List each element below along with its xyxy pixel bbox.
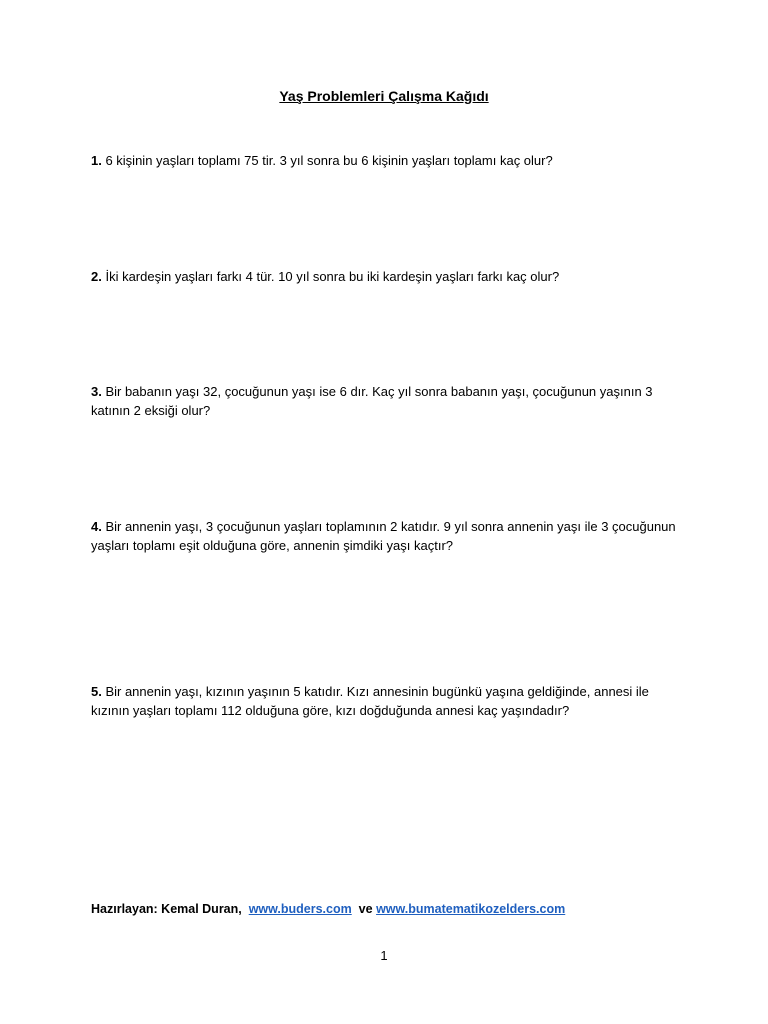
question-text: Bir babanın yaşı 32, çocuğunun yaşı ise 6 dır. Kaç yıl sonra babanın yaşı, çocuğunun yaşının 3 katının 2 eksiği olur? <box>91 384 653 418</box>
footer-connector: ve <box>351 902 377 916</box>
bumatematikozelders-link[interactable]: www.bumatematikozelders.com <box>376 902 566 916</box>
author-footer <box>91 902 565 916</box>
author-credit: Hazırlayan: Kemal Duran, <box>91 902 249 916</box>
question-text: İki kardeşin yaşları farkı 4 tür. 10 yıl sonra bu iki kardeşin yaşları farkı kaç olur? <box>101 269 560 284</box>
page-title: Yaş Problemleri Çalışma Kağıdı <box>279 88 489 104</box>
question-2 <box>91 267 683 286</box>
question-1 <box>91 151 683 170</box>
question-number: 2. <box>91 269 102 284</box>
question-number: 4. <box>91 519 102 534</box>
question-text: 6 kişinin yaşları toplamı 75 tir. 3 yıl sonra bu 6 kişinin yaşları toplamı kaç olur? <box>101 153 553 168</box>
page-number: 1 <box>380 948 388 963</box>
question-number: 5. <box>91 684 102 699</box>
question-text: Bir annenin yaşı, kızının yaşının 5 katıdır. Kızı annesinin bugünkü yaşına geldiğinde, annesi ile kızının yaşları toplamı 112 olduğuna göre, kızı doğduğunda annesi kaç yaşındadır? <box>91 684 649 718</box>
question-3 <box>91 382 683 420</box>
buders-link[interactable]: www.buders.com <box>248 902 352 916</box>
question-text: Bir annenin yaşı, 3 çocuğunun yaşları toplamının 2 katıdır. 9 yıl sonra annenin yaşı ile 3 çocuğunun yaşları toplamı eşit olduğuna göre, annenin şimdiki yaşı kaçtır? <box>91 519 676 553</box>
question-5 <box>91 682 683 720</box>
question-number: 3. <box>91 384 102 399</box>
question-number: 1. <box>91 153 102 168</box>
question-4 <box>91 517 683 555</box>
